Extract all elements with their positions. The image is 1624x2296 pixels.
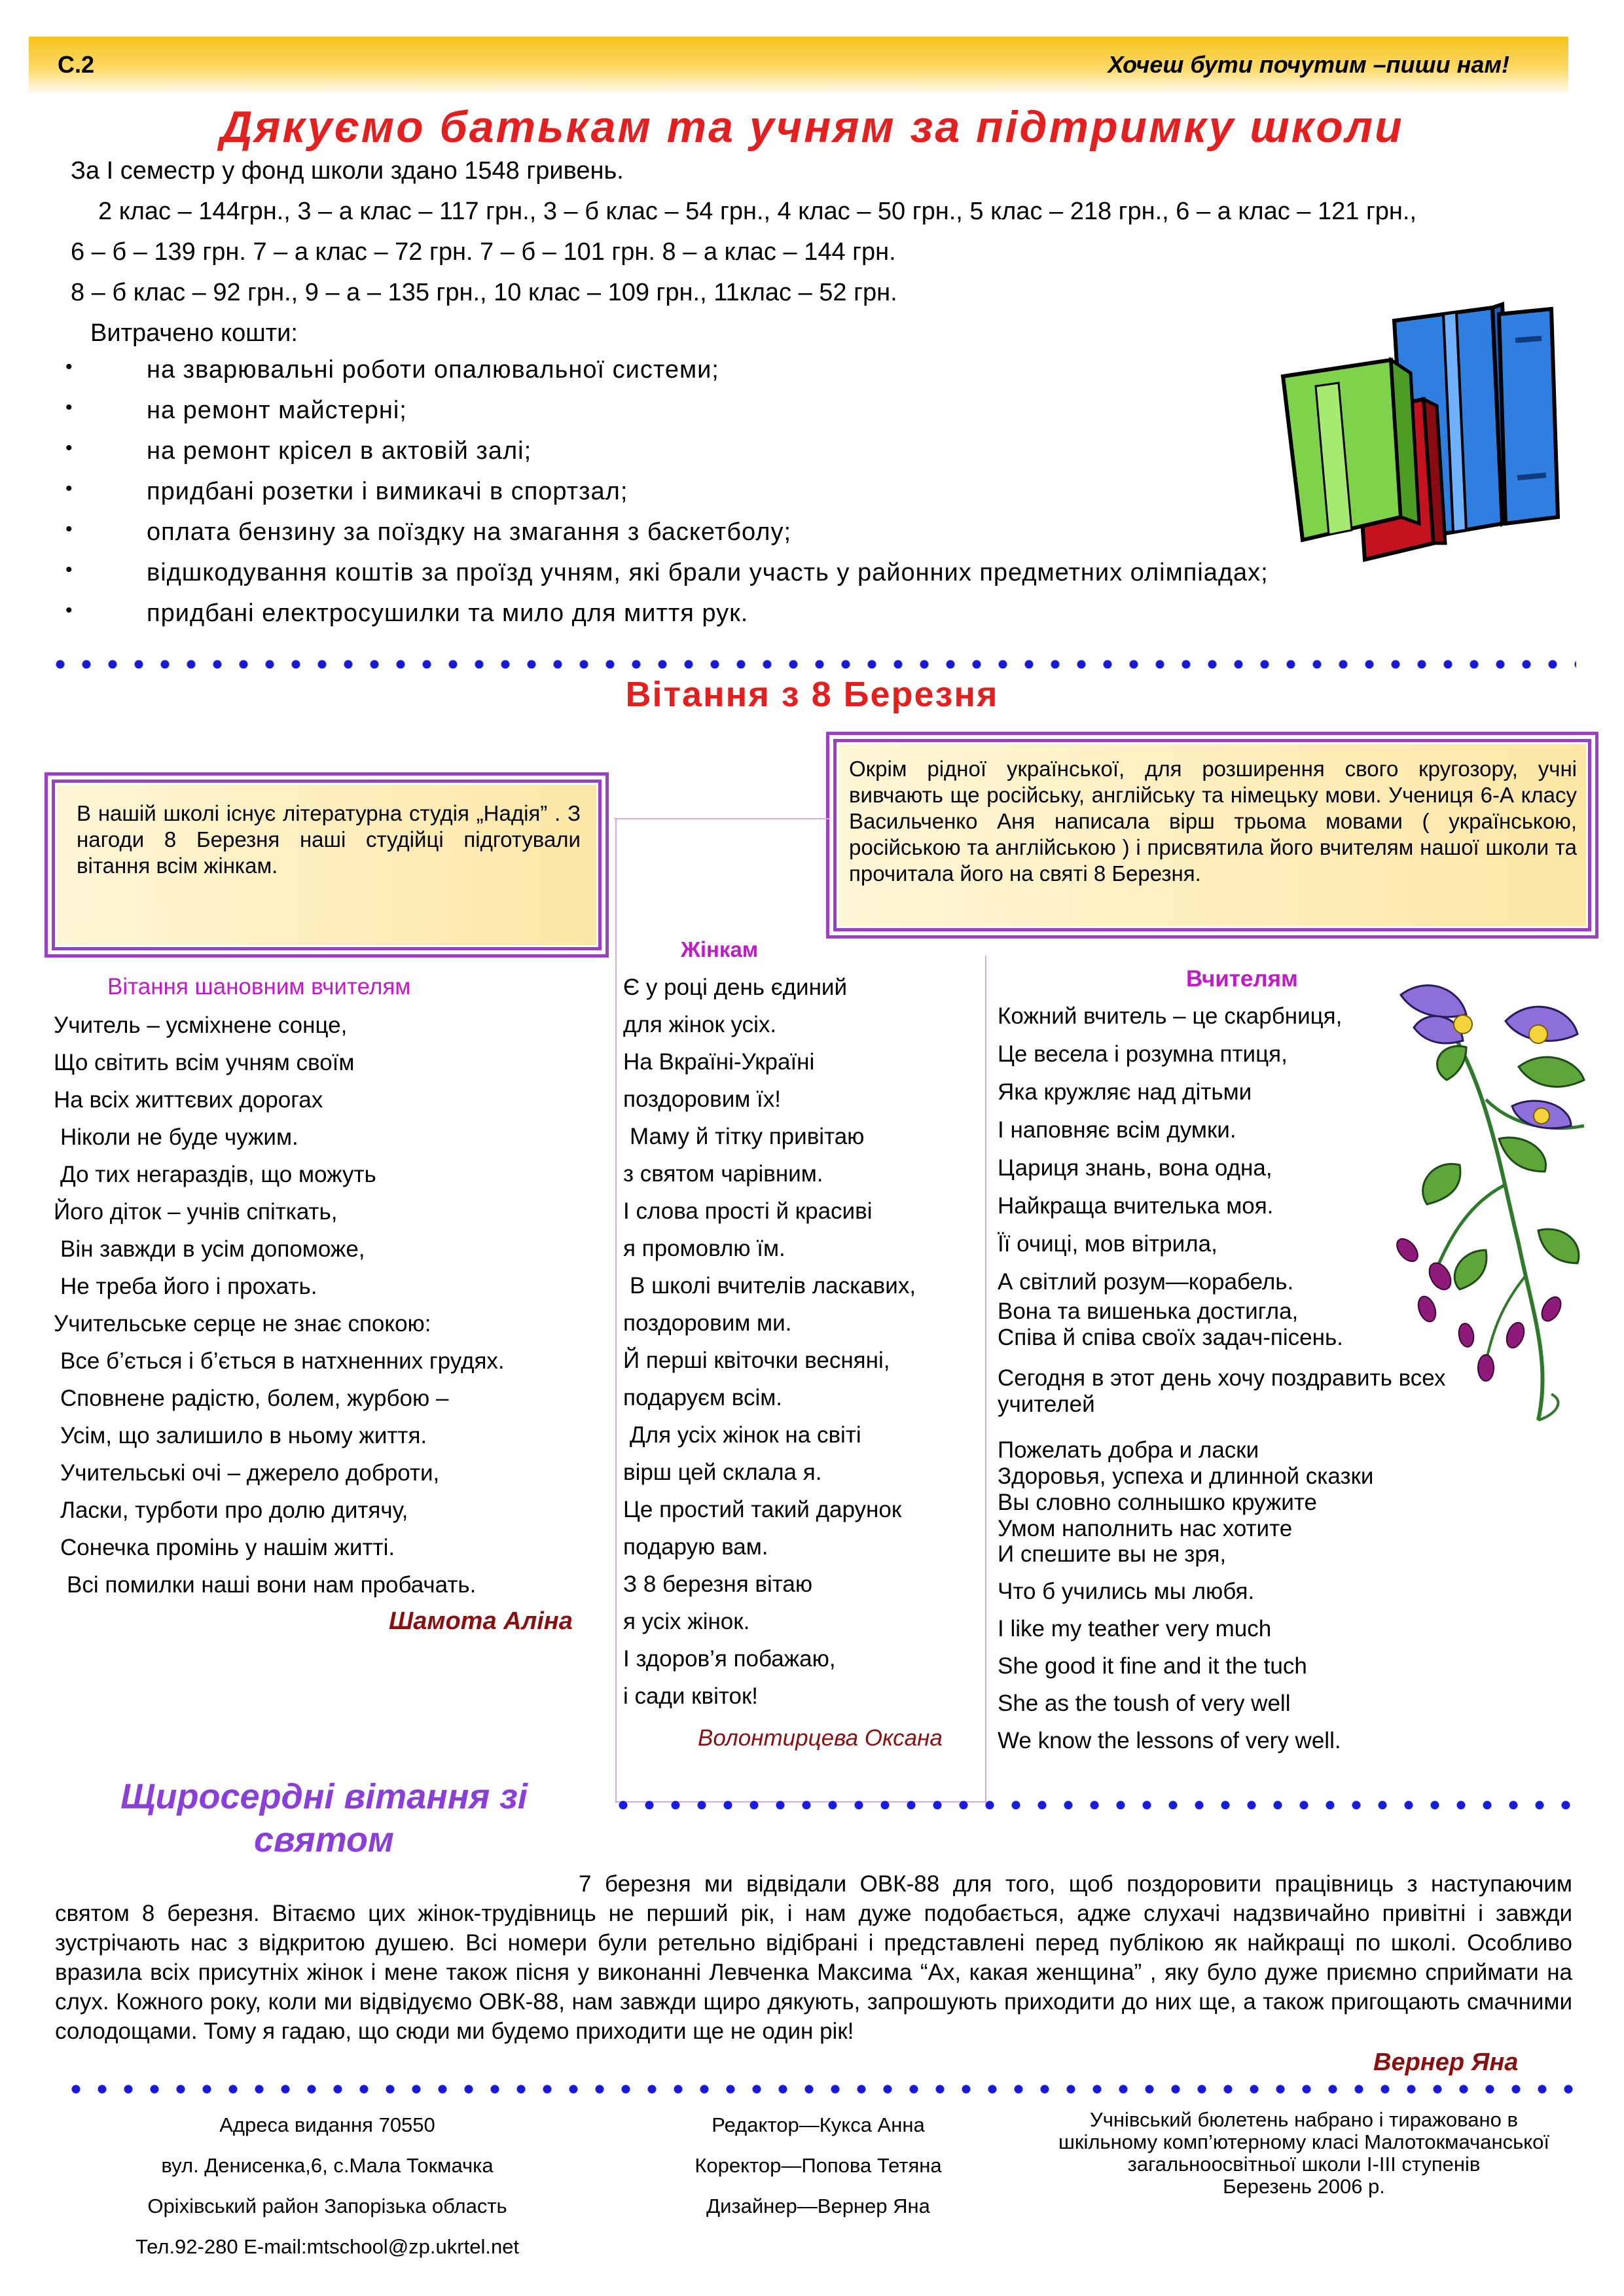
languages-info-text: Окрім рідної української, для розширення свого кругозору, учні вивчають ще російську, англійську та німецьку мови. Учениця 6-А класу Васильченко Аня написала вірш трьома мовами ( українською, російською та англійською ) і присвятила його вчителям нашої школи та прочитала його на святі 8 Березня. [849,757,1577,886]
poem3-title: Вчителям [1186,966,1298,992]
intro-line-1: За І семестр у фонд школи здано 1548 гривень. [71,157,624,185]
studio-info-box [45,772,609,958]
poem2-title: Жінкам [681,937,759,961]
intro-line-3: 6 – б – 139 грн. 7 – а клас – 72 грн. 7 – б – 101 грн. 8 – а клас – 144 грн. [71,238,896,266]
footer-info: Учнівський бюлетень набрано і тиражовано в шкільному комп’ютерному класі Малотокмачанської загальноосвітньої школи І-ІІІ ступенів Березень 2006 р. [1058,2108,1549,2198]
header-band [29,37,1568,96]
poem1-author: Шамота Аліна [389,1607,573,1635]
greetings-author: Вернер Яна [1373,2049,1519,2076]
poem1-body: Учитель – усміхнене сонце, Що світить всім учням своїм На всіх життєвих дорогах Ніколи не буде чужим. До тих негараздів, що можуть Його діток – учнів спіткать, Він завжди в усім допоможе, Не треба його і прохать. Учительське серце не знає спокою: Все б’ється і б’ється в натхненних грудях. Сповнене радістю, болем, журбою – Усім, що залишило в ньому життя. Учительські очі – джерело доброти, Ласки, турботи про долю дитячу, Сонечка промінь у нашім житті. Всі помилки наші вони нам пробачать. [54,1013,505,1598]
intro-line-2: 2 клас – 144грн., 3 – а клас – 117 грн., 3 – б клас – 54 грн., 4 клас – 50 грн., 5 клас – 218 грн., 6 – а клас – 121 грн., [98,198,1417,225]
thanks-title: Дякуємо батькам та учням за підтримку школи [220,102,1404,152]
poem2-author: Волонтирцева Оксана [698,1725,943,1751]
footer-address: Адреса видання 70550 вул. Денисенка,6, с.Мала Токмачка Оріхівський район Запорізька область Тел.92-280 E-mail:mtschool@zp.ukrtel.net [135,2113,520,2258]
page-number: С.2 [58,51,95,78]
greetings-title: Щиросердні вітання зі святом [120,1777,528,1859]
intro-line-5: Витрачено кошти: [90,319,298,347]
column-rule [985,956,986,1803]
poem2-body: Є у році день єдиний для жінок усіх. На Вкраїні-Україні поздоровим їх! Маму й тітку привітаю з святом чарівним. І слова прості й красиві я промовлю їм. В школі вчителів ласкавих, поздоровим ми. Й перші квіточки весняні, подаруєм всім. Для усіх жінок на світі вірш цей склала я. Це простий такий дарунок подарую вам. З 8 березня вітаю я усіх жінок. І здоров’я побажаю, і сади квіток! [623,975,916,1709]
poem3-body-a: Кожний вчитель – це скарбниця, Це весела і розумна птиця, Яка кружляє над дітьми І наповняє всім думки. Цариця знань, вона одна, Найкраща вчителька моя. Її очиці, мов вітрила, А світлий розум—корабель. [998,1003,1343,1295]
dotted-separator [63,2083,1579,2096]
languages-info-box [826,732,1598,939]
column-rule [615,818,617,1803]
poem1-title: Вітання шановним вчителям [107,974,411,999]
dotted-separator [47,658,1576,671]
books-icon [1276,301,1578,563]
studio-info-text: В нашій школі існує літературна студія „Надія” . З нагоди 8 Березня наші студійці підготували вітання всім жінкам. [77,801,581,878]
greetings-text: 7 березня ми відвідали ОВК-88 для того, щоб поздоровити працівниць з наступаючим святом 8 березня. Вітаємо цих жінок-трудівниць не перший рік, і нам дуже подобається, адже слухачі надзвичайно привітні і завжди зустрічають нас з відкритою душею. Всі номери були ретельно відібрані і представлені перед публікою як найкращі по школі. Особливо вразила всіх присутніх жінок і мене також пісня у виконанні Левченка Максима “Ах, какая женщина” , яку було дуже приємно сприймати на слух. Кожного року, коли ми відвідуємо ОВК-88, нам завжди щиро дякують, запрошують приходити до них ще, а також пригощають смачними солодощами. Тому я гадаю, що сюди ми будемо приходити ще не один рік! [55,1871,1572,2044]
footer-staff: Редактор—Кукса Анна Коректор—Попова Тетяна Дизайнер—Вернер Яна [695,2113,942,2217]
dotted-separator [610,1799,1579,1812]
slogan: Хочеш бути почутим –пиши нам! [1108,51,1509,78]
poem3-body-c: И спешите вы не зря, Что б учились мы любя. I like my teather very much She good it fine and it the tuch She as the tоush of very well We know the lessons of very well. [998,1541,1341,1753]
box-connector [614,818,830,819]
flower-branch-icon [1388,969,1604,1440]
march8-title: Вітання з 8 Березня [625,675,999,714]
intro-line-4: 8 – б клас – 92 грн., 9 – а – 135 грн., 10 клас – 109 грн., 11клас – 52 грн. [71,279,897,306]
poem3-body-b: Вона та вишенька достигла, Співа й співа своїх задач-пісень. Сегодня в этот день хочу поздравить всех учителей Пожелать добра и ласки Здоровья, успеха и длинной сказки Вы словно солнышко кружите Умом наполнить нас хотите [998,1299,1446,1541]
